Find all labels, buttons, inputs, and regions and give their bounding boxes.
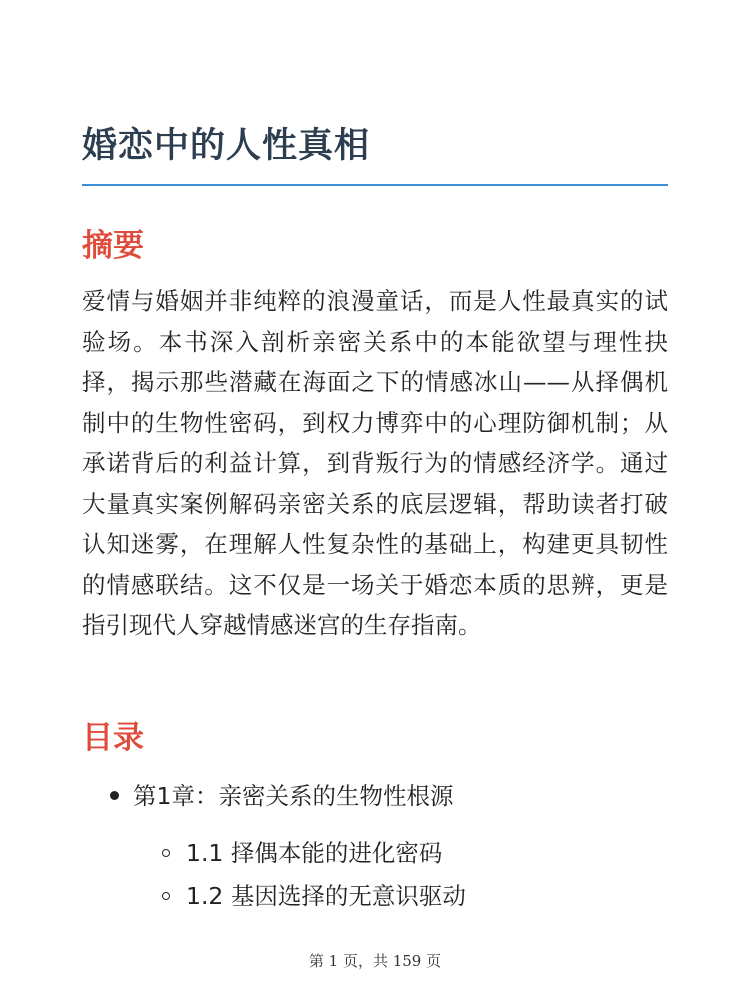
bullet-disc-icon [110, 791, 119, 800]
toc-section-label: 1.1 择偶本能的进化密码 [186, 839, 443, 867]
bullet-circle-icon [162, 849, 170, 857]
toc-heading: 目录 [82, 720, 144, 756]
abstract-heading: 摘要 [82, 228, 144, 264]
toc-section-1-2[interactable] [162, 878, 466, 914]
toc-chapter-label: 第1章：亲密关系的生物性根源 [133, 782, 454, 810]
document-title: 婚恋中的人性真相 [82, 126, 371, 166]
abstract-body: 爱情与婚姻并非纯粹的浪漫童话，而是人性最真实的试验场。本书深入剖析亲密关系中的本能欲望与理性抉择，揭示那些潜藏在海面之下的情感冰山——从择偶机制中的生物性密码，到权力博弈中的心理防御机制；从承诺背后的利益计算，到背叛行为的情感经济学。通过大量真实案例解码亲密关系的底层逻辑，帮助读者打破认知迷雾，在理解人性复杂性的基础上，构建更具韧性的情感联结。这不仅是一场关于婚恋本质的思辨，更是指引现代人穿越情感迷宫的生存指南。 [82, 287, 668, 639]
page-number-footer: 第 1 页，共 159 页 [308, 952, 442, 970]
toc-section-label: 1.2 基因选择的无意识驱动 [186, 882, 466, 910]
toc-section-1-1[interactable] [162, 835, 442, 871]
toc-chapter-1[interactable] [110, 778, 453, 814]
title-divider [82, 184, 668, 186]
bullet-circle-icon [162, 892, 170, 900]
